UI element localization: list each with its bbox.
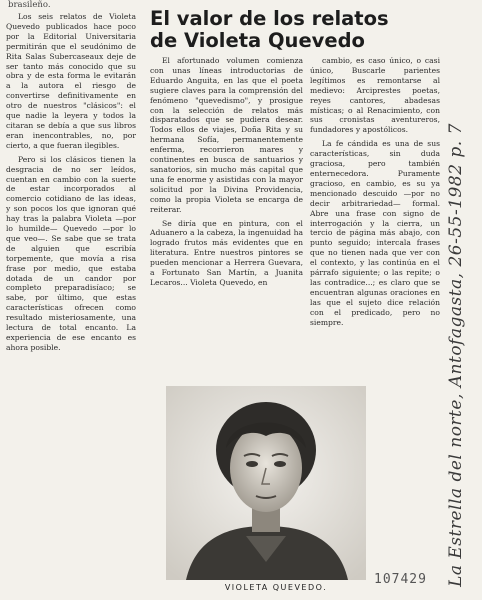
article-headline bbox=[150, 8, 450, 52]
headline-line-1: El valor de los relatos bbox=[150, 7, 389, 30]
handwritten-source-annotation bbox=[443, 120, 469, 590]
photo-caption: VIOLETA QUEVEDO. bbox=[224, 583, 328, 592]
column3-paragraph-1: cambio, es caso único, o casi único, Buscarle parientes legítimos es remontarse al medievo: Arciprestes poetas, reyes cantores, abadesas místicas; o al Renacimiento, con sus cronistas aventureros, fundadores y apostólicos. bbox=[310, 56, 440, 135]
author-portrait-photo bbox=[166, 386, 366, 580]
archive-stamp-number: 107429 bbox=[374, 572, 427, 587]
column2-paragraph-1: El afortunado volumen comienza con unas líneas introductorias de Eduardo Anguita, en las que el poeta sugiere claves para la comprensión del fenómeno "quevedismo", y prosigue con la selección de relatos más disparatados que se pudiera desear. Todos ellos de viajes, Doña Rita y su hermana Sofía, permanentemente enferma, recorrieron mares y continentes en busca de santuarios y sanatorios, sin mucho más capital que una fe enorme y asistidas con la mayor solicitud por la Divina Providencia, como la propia Violeta se encarga de reiterar. bbox=[150, 56, 303, 214]
column2-paragraph-2: Se diría que en pintura, con el Aduanero a la cabeza, la ingenuidad ha logrado frutos más evidentes que en literatura. Entre nuestros pintores se pueden mencionar a Herrera Guevara, a Fortunato San Martín, a Juanita Lecaros... Violeta Quevedo, en bbox=[150, 218, 303, 287]
handwritten-source-text: La Estrella del norte, Antofagasta, 26-55-1982 p. 7 bbox=[446, 123, 466, 587]
headline-line-2: de Violeta Quevedo bbox=[150, 29, 365, 52]
article-column-1 bbox=[6, 12, 136, 357]
portrait-image bbox=[166, 386, 366, 580]
article-column-3 bbox=[310, 56, 440, 331]
previous-article-fragment: brasileño. bbox=[8, 0, 51, 10]
column1-paragraph-1: Los seis relatos de Violeta Quevedo publicados hace poco por la Editorial Universitaria permitirán que el seudónimo de Rita Salas Subercaseaux deje de ser tanto más conocido que su obra y de esta forma le evitarán a la autora el riesgo de convertirse definitivamente en otro de nuestros "clásicos": el que nadie la leyera y todos la citaran se debía a que sus libros eran inencontrables, no, por cierto, a que fueran ilegibles. bbox=[6, 12, 136, 150]
article-column-2 bbox=[150, 56, 303, 292]
column3-paragraph-2: La fe cándida es una de sus características, sin duda graciosa, pero también enternecedora. Puramente gracioso, en cambio, es su ya mencionado descuido —por no decir arbitrariedad— formal. Abre una frase con signo de interrogación y la cierra, un tercio de página más abajo, con punto seguido; intercala frases que no tienen nada que ver con el contexto, y las continúa en el párrafo siguiente; o las repite; o las contradice...; es claro que se encuentran algunas oraciones en las que el sujeto dice relación con el predicado, pero no siempre. bbox=[310, 139, 440, 327]
column1-paragraph-2: Pero si los clásicos tienen la desgracia de no ser leídos, cuentan en cambio con la suerte de estar incorporados al comercio cotidiano de las ideas, y son pocos los que ignoran qué hay tras la palabra Violeta —por lo humilde— Quevedo —por lo que veo—. Se sabe que se trata de alguien que escribía torpemente, que movía a risa frase por medio, que estaba dotada de un candor por completo preparadisíaco; se sabe, por último, que estas características ofrecen como resultado misteriosamente, una lectura de total encanto. La experiencia de ese encanto es ahora posible. bbox=[6, 154, 136, 352]
